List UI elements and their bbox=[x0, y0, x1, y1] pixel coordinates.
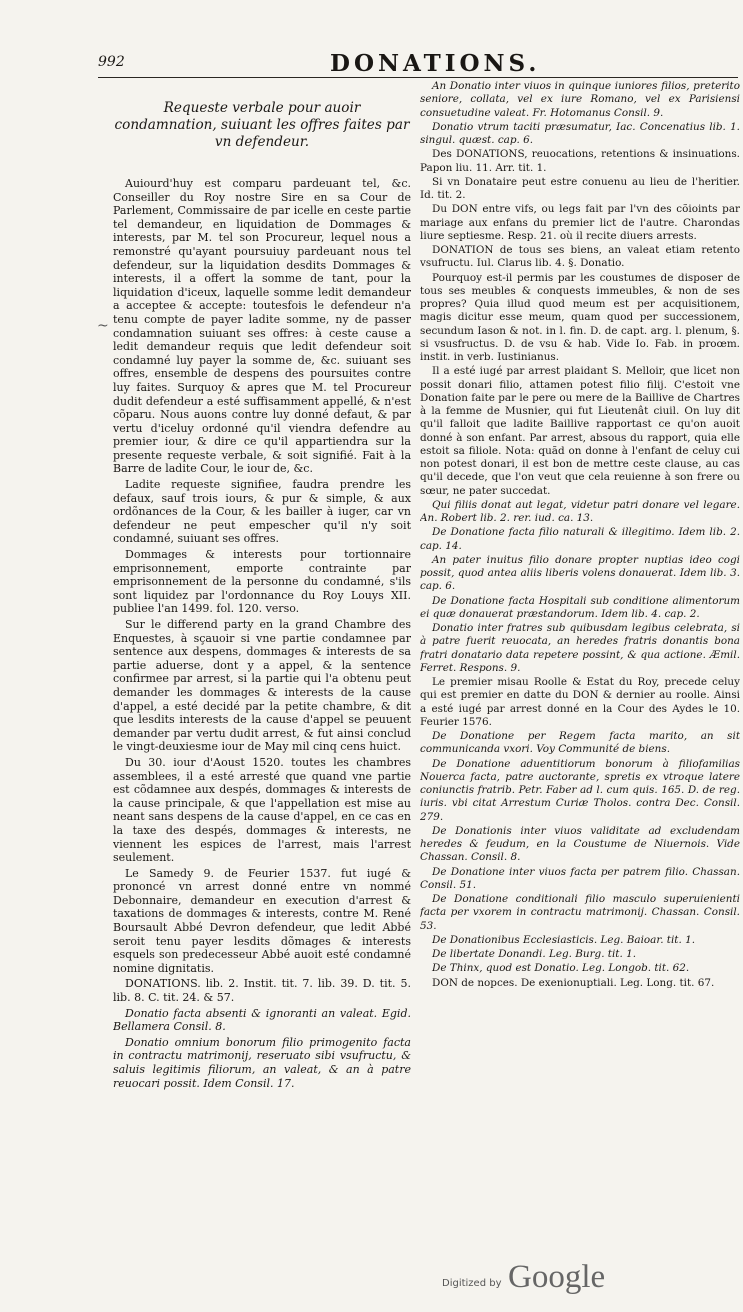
paragraph: Donatio omnium bonorum filio primogenito facta in contractu matrimonij, reseruato sibi vsufructu, & saluis legitimis filiorum, an valeat, & an à patre reuocari possit. Idem Consil. 17. bbox=[113, 1035, 411, 1090]
paragraph: An pater inuitus filio donare propter nuptias ideo cogi possit, quod antea aliis liberis volens donauerat. Idem lib. 3. cap. 6. bbox=[420, 553, 740, 593]
paragraph: De libertate Donandi. Leg. Burg. tit. 1. bbox=[432, 948, 636, 960]
paragraph: DON de nopces. De exenionuptiali. Leg. Long. tit. 67. bbox=[432, 976, 715, 989]
paragraph: De Donatione aduentitiorum bonorum à filiofamilias Nouerca facta, patre auctorante, spretis ex vtroque latere coniunctis fratrib. Petr. Faber ad l. cum quis. 165. D. de reg. iuris. vbi citat Arrestum Curiæ Tholos. contra Dec. Consil. 279. bbox=[420, 757, 740, 823]
paragraph: Du DON entre vifs, ou legs fait par l'vn des cõioints par mariage aux enfans du premier lict de l'autre. Charondas liure septiesme. Resp. 21. où il recite diuers arrests. bbox=[420, 203, 740, 242]
paragraph: Pourquoy est-il permis par les coustumes de disposer de tous ses meubles & conquests immeubles, & non de ses propres? Quia illud quod meum est per acquisitionem, magis dicitur esse meum, quam quod per successionem, secundum Iason & not. in l. fin. D. de capt. arg. l. plenum, §. si vsusfructus. D. de vsu & hab. Vide Io. Fab. in proœm. instit. in verb. Iustinianus. bbox=[420, 271, 740, 363]
paragraph: An Donatio inter viuos in quinque iuniores filios, preterito seniore, collata, vel ex iure Romano, vel ex Parisiensi consuetudine valeat. Fr. Hotomanus Consil. 9. bbox=[420, 80, 740, 119]
paragraph: DONATIONS. lib. 2. Instit. tit. 7. lib. 39. D. tit. 5. lib. 8. C. tit. 24. & 57. bbox=[113, 977, 411, 1005]
paragraph: DONATION de tous ses biens, an valeat etiam retento vsufructu. Iul. Clarus lib. 4. §. Donatio. bbox=[420, 244, 740, 270]
paragraph: Donatio facta absenti & ignoranti an valeat. Egid. Bellamera Consil. 8. bbox=[113, 1006, 411, 1034]
margin-mark: ~ bbox=[97, 318, 109, 334]
digitized-by-label: Digitized by bbox=[442, 1278, 502, 1289]
left-column bbox=[113, 86, 411, 1226]
paragraph: Donatio vtrum taciti præsumatur, Iac. Concenatius lib. 1. singul. quæst. cap. 6. bbox=[420, 120, 740, 146]
paragraph: De Donatione facta Hospitali sub conditione alimentorum ei quæ donauerat præstandorum. Idem lib. 4. cap. 2. bbox=[420, 594, 740, 620]
paragraph: Si vn Donataire peut estre conuenu au lieu de l'heritier. Id. tit. 2. bbox=[420, 175, 740, 201]
running-head: DONATIONS. bbox=[330, 50, 541, 77]
paragraph: Qui filiis donat aut legat, videtur patri donare vel legare. An. Robert lib. 2. rer. iud. ca. 13. bbox=[420, 498, 740, 524]
page-number: 992 bbox=[98, 54, 125, 70]
right-column bbox=[420, 80, 740, 1280]
paragraph: Le Samedy 9. de Feurier 1537. fut iugé & prononcé vn arrest donné entre vn nommé Debonnaire, demandeur en execution d'arrest & taxations de dommages & interests, contre M. René Boursault Abbé Devron defendeur, que ledit Abbé seroit tenu payer lesdits dõmages & interests esquels son predecesseur Abbé auoit esté condamné nomine dignitatis. bbox=[113, 866, 411, 975]
google-logo: Google bbox=[508, 1259, 606, 1295]
paragraph: Auiourd'huy est comparu pardeuant tel, &c. Conseiller du Roy nostre Sire en sa Cour de Parlement, Commissaire de par icelle en ceste partie tel demandeur, en liquidation de Dommages & interests, par M. tel son Procureur, lequel nous a remonstré qu'ayant poursuiuy pardeuant nous tel defendeur, sur la liquidation desdits Dommages & interests, il a offert la somme de tant, pour la liquidation d'iceux, laquelle somme ledit demandeur a acceptee & accepte: toutesfois le defendeur n'a tenu compte de payer ladite somme, ny de passer condamnation suiuant ses offres: à ceste cause a ledit demandeur requis que ledit defendeur soit condamné luy payer la somme de, &c. suiuant ses offres, ensemble de despens des poursuites contre luy faites. Surquoy & apres que M. tel Procureur dudit defendeur a esté suffisamment appellé, & n'est cõparu. Nous auons contre luy donné defaut, & par vertu d'iceluy ordonné qu'il viendra defendre au premier iour, & dire ce qu'il appartiendra sur la presente requeste verbale, & soit signifié. Fait à la Barre de ladite Cour, le iour de, &c. bbox=[113, 177, 411, 476]
paragraph: Le premier misau Roolle & Estat du Roy, precede celuy qui est premier en datte du DON & dernier au roolle. Ainsi a esté iugé par arrest donné en la Cour des Aydes le 10. Feurier 1576. bbox=[420, 676, 740, 728]
paragraph: Sur le differend party en la grand Chambre des Enquestes, à sçauoir si vne partie condamnee par sentence aux despens, dommages & interests de sa partie aduerse, dont y a appel, & la sentence confirmee par arrest, si la partie qui l'a obtenu peut demander les dommages & interests de la cause d'appel, a esté decidé par la petite chambre, & dit que lesdits interests de la cause d'appel se peuuent demander par vertu dudit arrest, & fut ainsi conclud le vingt-deuxiesme iour de May mil cinq cens huict. bbox=[113, 618, 411, 754]
paragraph: De Donationibus Ecclesiasticis. Leg. Baioar. tit. 1. bbox=[432, 933, 695, 946]
paragraph: Dommages & interests pour tortionnaire emprisonnement, emporte contrainte par emprisonnement de la personne du condamné, s'ils sont liquidez par l'ordonnance du Roy Louys XII. publiee l'an 1499. fol. 120. verso. bbox=[113, 548, 411, 616]
paragraph: De Thinx, quod est Donatio. Leg. Longob. tit. 62. bbox=[432, 962, 690, 975]
section-title: Requeste verbale pour auoir condamnation, suiuant les offres faites par vn defendeur. bbox=[114, 100, 410, 150]
header-rule bbox=[98, 77, 738, 78]
paragraph: De Donatione facta filio naturali & illegitimo. Idem lib. 2. cap. 14. bbox=[420, 526, 740, 552]
paragraph: Il a esté iugé par arrest plaidant S. Melloir, que licet non possit donari filio, attamen potest filio filij. C'estoit vne Donation faite par le pere ou mere de la Baillive de Chartres à la femme de Musnier, qui fut Lieutenât ciuil. On luy dit qu'il falloit que ladite Baillive rapportast ce qu'on auoit donné à son enfant. Par arrest, absous du rapport, quia elle estoit sa filiole. Nota: quãd on donne à l'enfant de celuy cui non potest donari, il est bon de mettre ceste clause, au cas qu'il decede, que l'on veut que cela reuienne à son frere ou sœur, ne pater succedat. bbox=[420, 365, 740, 497]
paragraph: Des DONATIONS, reuocations, retentions & insinuations. Papon liu. 11. Arr. tit. 1. bbox=[420, 148, 740, 174]
paragraph: De Donatione inter viuos facta per patrem filio. Chassan. Consil. 51. bbox=[420, 865, 740, 891]
paragraph: De Donatione conditionali filio masculo superuienienti facta per vxorem in contractu matrimonij. Chassan. Consil. 53. bbox=[420, 893, 740, 932]
paragraph: Ladite requeste signifiee, faudra prendre les defaux, sauf trois iours, & pur & simple, & aux ordõnances de la Cour, & les bailler à iuger, car vn defendeur ne peut empescher qu'il n'y soit condamné, suiuant ses offres. bbox=[113, 478, 411, 546]
paragraph: De Donationis inter viuos validitate ad excludendam heredes & feudum, en la Coustume de Niuernois. Vide Chassan. Consil. 8. bbox=[420, 824, 740, 864]
paragraph: Du 30. iour d'Aoust 1520. toutes les chambres assemblees, il a esté arresté que quand vne partie est cõdamnee aux despés, dommages & interests de la cause principale, & que l'appellation est mise au neant sans despens de la cause d'appel, en ce cas en la taxe des despés, dommages & interests, ne viennent les espices de l'arrest, mais l'arrest seulement. bbox=[113, 755, 411, 865]
paragraph: Donatio inter fratres sub quibusdam legibus celebrata, si à patre fuerit reuocata, an heredes fratris donantis bona fratri donatario data repetere possint, & qua actione. Æmil. Ferret. Respons. 9. bbox=[420, 622, 740, 674]
paragraph: De Donatione per Regem facta marito, an sit communicanda vxori. Voy Communité de biens. bbox=[420, 730, 740, 756]
